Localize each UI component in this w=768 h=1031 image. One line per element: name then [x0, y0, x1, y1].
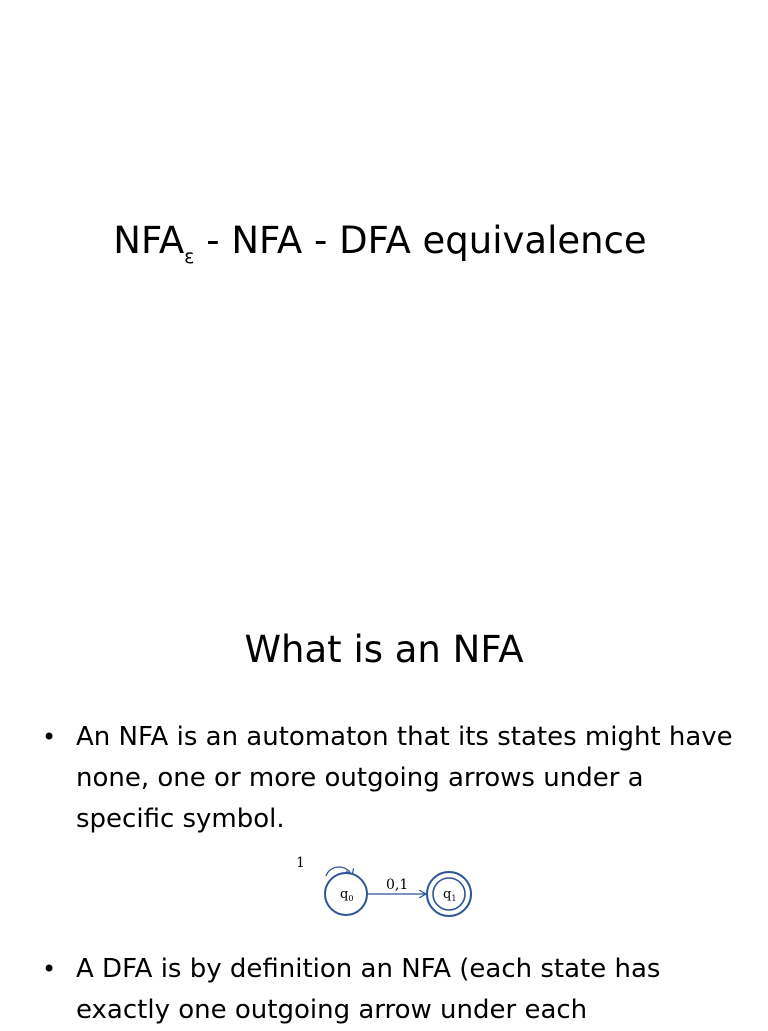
- bullet-list-2: [42, 949, 742, 1031]
- slide-1: [0, 0, 768, 512]
- state-q1-label: $q_1$: [443, 887, 457, 903]
- slide-2-title: What is an NFA: [244, 628, 524, 671]
- slide-1-title: [0, 218, 760, 268]
- loop-label: 1: [296, 855, 305, 871]
- title-rest: - NFA - DFA equivalence: [194, 219, 647, 262]
- bullet-marker: •: [42, 955, 57, 983]
- transition-label: 0,1: [386, 877, 409, 893]
- title-epsilon-subscript: ε: [184, 246, 195, 268]
- nfa-diagram: [290, 854, 490, 934]
- title-nfa: NFA: [113, 219, 185, 262]
- nfa-diagram-svg: [290, 854, 490, 934]
- bullet-item: [42, 717, 742, 840]
- bullet-marker: •: [42, 723, 57, 751]
- slide-2: [0, 512, 768, 1024]
- state-q0-label: $q_0$: [340, 887, 354, 903]
- bullet-text: An NFA is an automaton that its states might have none, one or more outgoing arrows under a specific symbol.: [76, 722, 733, 834]
- bullet-item: [42, 949, 742, 1031]
- bullet-list-1: [42, 717, 742, 840]
- bullet-text: A DFA is by definition an NFA (each state has exactly one outgoing arrow under each: [76, 954, 661, 1025]
